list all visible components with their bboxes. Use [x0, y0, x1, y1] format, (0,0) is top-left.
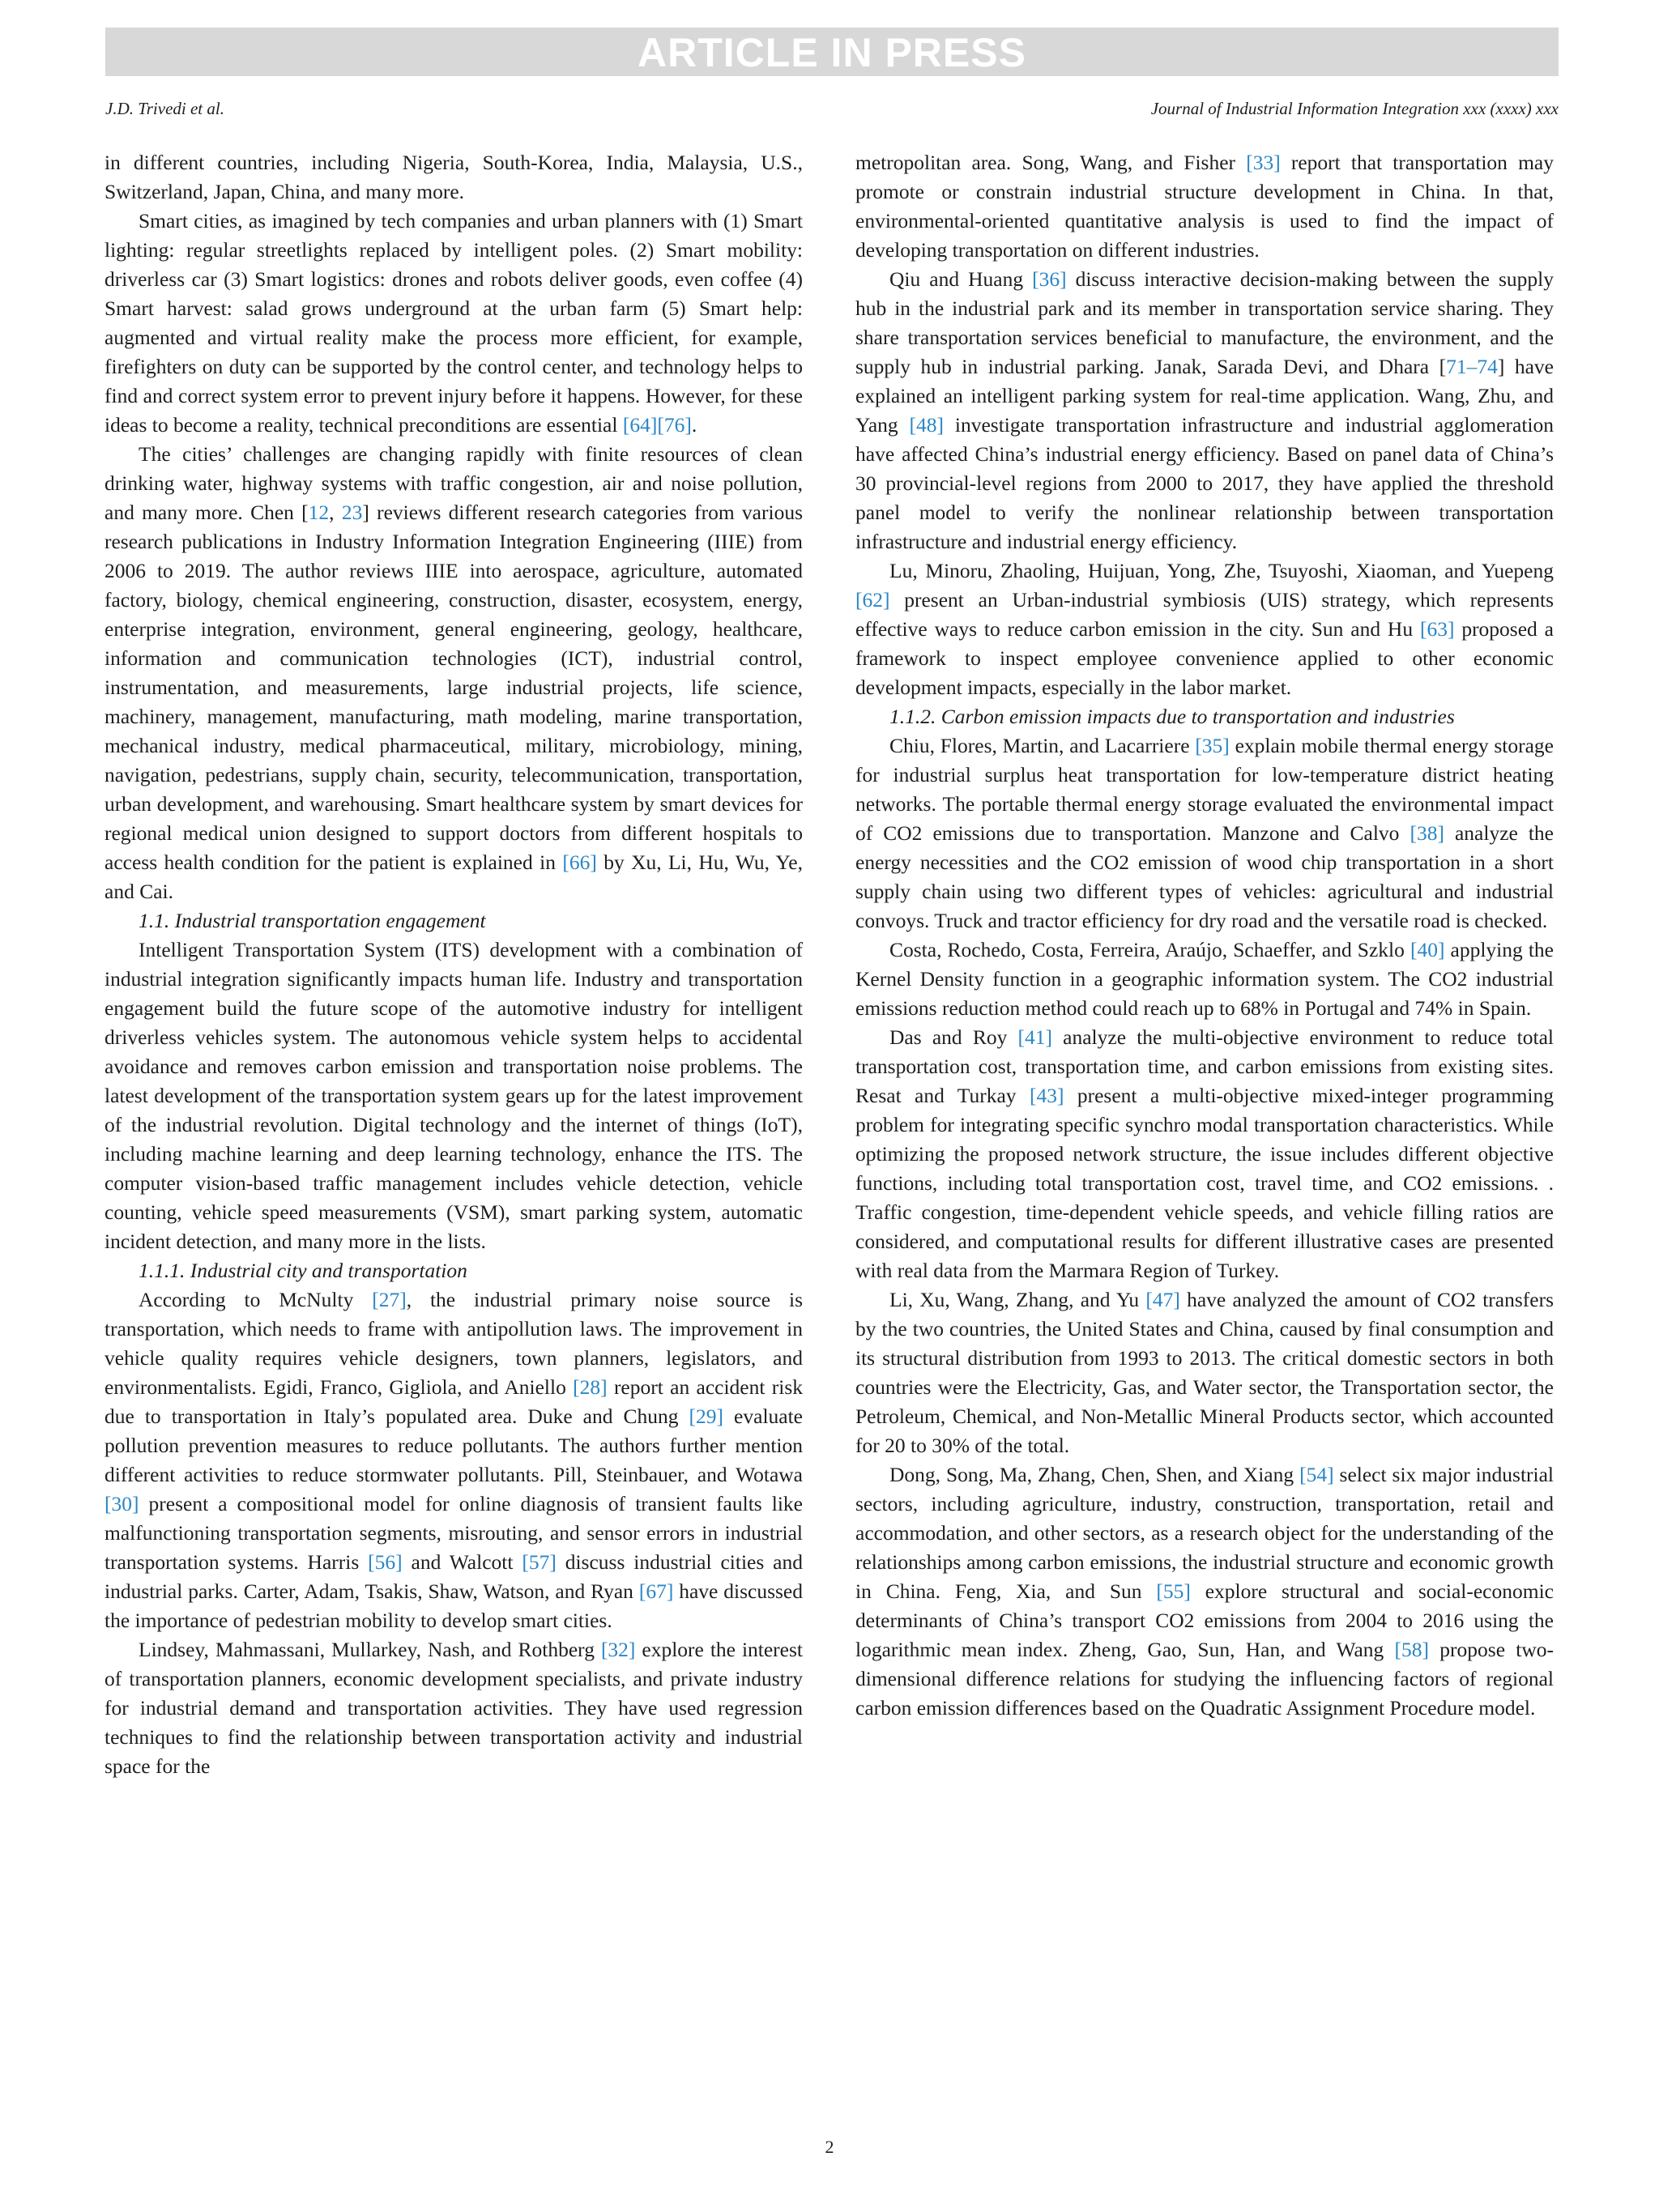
citation-link[interactable]: 23: [341, 501, 363, 524]
citation-link[interactable]: [67]: [638, 1579, 674, 1603]
page-number: 2: [825, 2137, 834, 2157]
paragraph: metropolitan area. Song, Wang, and Fisher [33] report that transportation may promote or constrain industrial structure development in China. In that, environmental-oriented quantitative analysis is used to find the impact of developing transportation on different industries.: [855, 151, 1554, 262]
citation-link[interactable]: [32]: [600, 1638, 636, 1661]
paragraph: Qiu and Huang [36] discuss interactive decision-making between the supply hub in the industrial park and its member in transportation service sharing. They share transportation services beneficial to manufacture, the environment, and the supply hub in industrial parking. Janak, Sarada Devi, and Dhara [71–74] have explained an intelligent parking system for real-time application. Wang, Zhu, and Yang [48] investigate transportation infrastructure and industrial agglomeration have affected China’s industrial energy efficiency. Based on panel data of China’s 30 provincial-level regions from 2000 to 2017, they have applied the threshold panel model to verify the nonlinear relationship between transportation infrastructure and industrial energy efficiency.: [855, 267, 1555, 553]
citation-link[interactable]: [57]: [522, 1550, 557, 1574]
citation-link[interactable]: 71–74: [1446, 355, 1498, 378]
right-column: [855, 148, 1554, 1723]
citation-link[interactable]: [48]: [909, 413, 945, 437]
citation-link[interactable]: 12: [308, 501, 330, 524]
section-heading-1-1: 1.1. Industrial transportation engagement: [139, 909, 486, 932]
citation-link[interactable]: [63]: [1419, 617, 1455, 641]
citation-link[interactable]: [27]: [372, 1288, 407, 1311]
running-header-authors: J.D. Trivedi et al.: [105, 99, 224, 118]
citation-link[interactable]: [62]: [855, 588, 890, 612]
citation-link[interactable]: [30]: [104, 1492, 139, 1515]
paragraph: Dong, Song, Ma, Zhang, Chen, Shen, and Xiang [54] select six major industrial sectors, including agriculture, industry, construction, transportation, retail and accommodation, and other sectors, as a research object for the understanding of the relationships among carbon emissions, the industrial structure and economic growth in China. Feng, Xia, and Sun [55] explore structural and social-economic determinants of China’s transport CO2 emissions from 2004 to 2016 using the logarithmic mean index. Zheng, Gao, Sun, Han, and Wang [58] propose two-dimensional difference relations for studying the influencing factors of regional carbon emission differences based on the Quadratic Assignment Procedure model.: [855, 1463, 1555, 1720]
paragraph: Intelligent Transportation System (ITS) development with a combination of industrial integration significantly impacts human life. Industry and transportation engagement build the future scope of the automotive industry for intelligent driverless vehicles system. The autonomous vehicle system helps to accidental avoidance and removes carbon emission and transportation noise problems. The latest development of the transportation system gears up for the latest improvement of the industrial revolution. Digital technology and the internet of things (IoT), including machine learning and deep learning technology, enhance the ITS. The computer vision-based traffic management includes vehicle detection, vehicle counting, vehicle speed measurements (VSM), smart parking system, automatic incident detection, and many more in the lists.: [104, 938, 803, 1253]
running-header-journal: Journal of Industrial Information Integration xxx (xxxx) xxx: [1150, 99, 1559, 118]
citation-link[interactable]: [41]: [1017, 1025, 1052, 1049]
paragraph: Das and Roy [41] analyze the multi-objective environment to reduce total transportation cost, transportation time, and carbon emissions from existing sites. Resat and Turkay [43] present a multi-objective mixed-integer programming problem for integrating specific synchro modal transportation characteristics. While optimizing the proposed network structure, the issue includes different objective functions, including total transportation cost, travel time, and CO2 emissions. . Traffic congestion, time-dependent vehicle speeds, and vehicle filling ratios are considered, and computational results for different illustrative cases are presented with real data from the Marmara Region of Turkey.: [855, 1025, 1555, 1282]
citation-link[interactable]: [29]: [689, 1404, 724, 1428]
citation-link[interactable]: [28]: [573, 1375, 608, 1399]
section-heading-1-1-1: 1.1.1. Industrial city and transportation: [139, 1259, 467, 1282]
citation-link[interactable]: [58]: [1394, 1638, 1430, 1661]
paragraph: in different countries, including Nigeria, South-Korea, India, Malaysia, U.S., Switzerland, Japan, China, and many more.: [104, 151, 803, 203]
paragraph: Lindsey, Mahmassani, Mullarkey, Nash, and Rothberg [32] explore the interest of transportation planners, economic development specialists, and private industry for industrial demand and transportation activities. They have used regression techniques to find the relationship between transportation activity and industrial space for the: [104, 1638, 803, 1778]
paragraph: Smart cities, as imagined by tech companies and urban planners with (1) Smart lighting: regular streetlights replaced by intelligent poles. (2) Smart mobility: driverless car (3) Smart logistics: drones and robots deliver goods, even coffee (4) Smart harvest: salad grows underground at the urban farm (5) Smart help: augmented and virtual reality make the process more efficient, for example, firefighters on duty can be supported by the control center, and technology helps to find and correct system error to prevent injury before it happens. However, for these ideas to become a reality, technical preconditions are essential [64][76].: [104, 209, 803, 437]
left-column: [104, 148, 803, 1781]
citation-link[interactable]: [64]: [622, 413, 658, 437]
citation-link[interactable]: [33]: [1246, 151, 1281, 174]
citation-link[interactable]: [35]: [1195, 734, 1230, 757]
paragraph: Lu, Minoru, Zhaoling, Huijuan, Yong, Zhe, Tsuyoshi, Xiaoman, and Yuepeng [62] present an Urban-industrial symbiosis (UIS) strategy, which represents effective ways to reduce carbon emission in the city. Sun and Hu [63] proposed a framework to inspect employee convenience applied to other economic development impacts, especially in the labor market.: [855, 559, 1554, 699]
paragraph: According to McNulty [27], the industrial primary noise source is transportation, which needs to frame with antipollution laws. The improvement in vehicle quality requires vehicle designers, town planners, legislators, and environmentalists. Egidi, Franco, Gigliola, and Aniello [28] report an accident risk due to transportation in Italy’s populated area. Duke and Chung [29] evaluate pollution prevention measures to reduce pollutants. The authors further mention different activities to reduce stormwater pollutants. Pill, Steinbauer, and Wotawa [30] present a compositional model for online diagnosis of transient faults like malfunctioning transportation segments, misrouting, and sensor errors in industrial transportation systems. Harris [56] and Walcott [57] discuss industrial cities and industrial parks. Carter, Adam, Tsakis, Shaw, Watson, and Ryan [67] have discussed the importance of pedestrian mobility to develop smart cities.: [104, 1288, 803, 1632]
section-heading-1-1-2: 1.1.2. Carbon emission impacts due to transportation and industries: [889, 705, 1455, 728]
citation-link[interactable]: [47]: [1145, 1288, 1180, 1311]
citation-link[interactable]: [76]: [657, 413, 692, 437]
paragraph: Costa, Rochedo, Costa, Ferreira, Araújo, Schaeffer, and Szklo [40] applying the Kernel Density function in a geographic information system. The CO2 industrial emissions reduction method could reach up to 68% in Portugal and 74% in Spain.: [855, 938, 1554, 1020]
paragraph: Li, Xu, Wang, Zhang, and Yu [47] have analyzed the amount of CO2 transfers by the two countries, the United States and China, caused by final consumption and its structural distribution from 1993 to 2013. The critical domestic sectors in both countries were the Electricity, Gas, and Water sector, the Transportation sector, the Petroleum, Chemical, and Non-Metallic Mineral Products sector, which accounted for 20 to 30% of the total.: [855, 1288, 1554, 1457]
article-in-press-banner: ARTICLE IN PRESS: [105, 28, 1559, 76]
citation-link[interactable]: [55]: [1156, 1579, 1191, 1603]
citation-link[interactable]: [40]: [1410, 938, 1445, 961]
citation-link[interactable]: [38]: [1410, 821, 1444, 845]
citation-link[interactable]: [43]: [1029, 1084, 1064, 1107]
paragraph: The cities’ challenges are changing rapidly with finite resources of clean drinking water, highway systems with traffic congestion, air and noise pollution, and many more. Chen [12, 23] reviews different research categories from various research publications in Industry Information Integration Engineering (IIIE) from 2006 to 2019. The author reviews IIIE into aerospace, agriculture, automated factory, biology, chemical engineering, construction, disaster, ecosystem, energy, enterprise integration, environment, general engineering, geology, healthcare, information and communication technologies (ICT), industrial control, instrumentation, and measurements, large industrial projects, life science, machinery, management, manufacturing, math modeling, marine transportation, mechanical industry, medical pharmaceutical, military, microbiology, mining, navigation, pedestrians, supply chain, security, telecommunication, transportation, urban development, and warehousing. Smart healthcare system by smart devices for regional medical union designed to support doctors from different hospitals to access health condition for the patient is explained in [66] by Xu, Li, Hu, Wu, Ye, and Cai.: [104, 442, 803, 903]
citation-link[interactable]: [36]: [1032, 267, 1067, 291]
paragraph: Chiu, Flores, Martin, and Lacarriere [35] explain mobile thermal energy storage for industrial surplus heat transportation for low-temperature district heating networks. The portable thermal energy storage evaluated the environmental impact of CO2 emissions due to transportation. Manzone and Calvo [38] analyze the energy necessities and the CO2 emission of wood chip transportation in a short supply chain using two different types of vehicles: agricultural and industrial convoys. Truck and tractor efficiency for dry road and the versatile road is checked.: [855, 734, 1555, 932]
citation-link[interactable]: [66]: [562, 850, 597, 874]
citation-link[interactable]: [54]: [1299, 1463, 1334, 1486]
citation-link[interactable]: [56]: [368, 1550, 403, 1574]
